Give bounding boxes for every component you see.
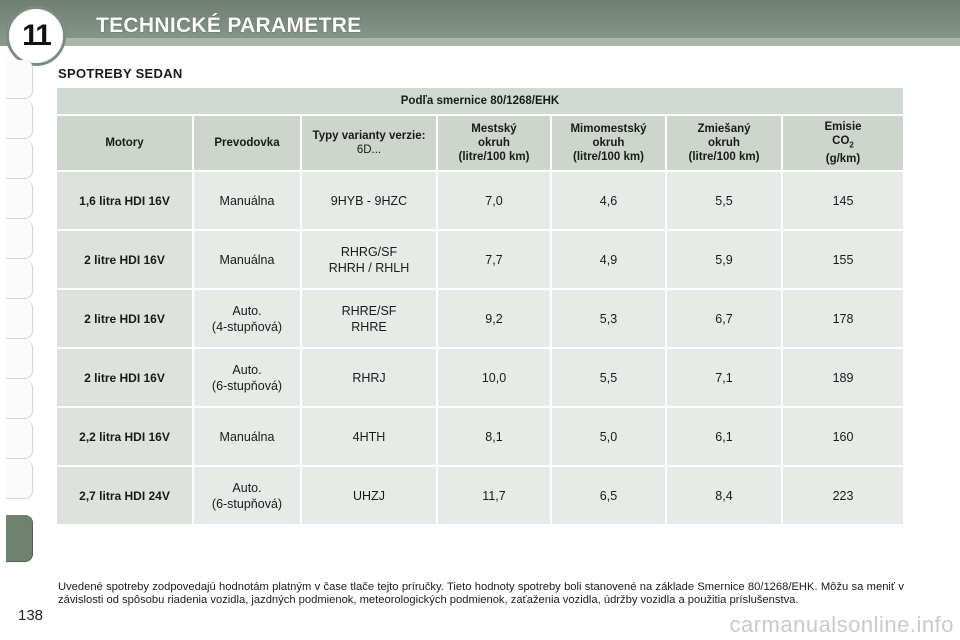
zmiesany-cell <box>667 231 781 288</box>
chapter-tab[interactable] <box>6 420 33 459</box>
header-prevodovka: Prevodovka <box>194 116 300 170</box>
mimomestsky-cell <box>552 172 665 229</box>
header-zmiesany <box>667 116 781 170</box>
header-line: okruh <box>708 137 740 149</box>
cell-text: RHRE <box>351 319 387 334</box>
typy-cell <box>302 231 436 288</box>
chapter-tab[interactable] <box>6 220 33 259</box>
motor-cell <box>57 408 192 465</box>
chapter-tab[interactable] <box>6 260 33 299</box>
mimomestsky-cell <box>552 408 665 465</box>
cell-text: RHRH / RHLH <box>328 260 410 275</box>
mestsky-cell <box>438 467 550 524</box>
header-line: Mestský <box>471 123 517 135</box>
footnote: Uvedené spotreby zodpovedajú hodnotám platným v čase tlače tejto príručky. Tieto hodnoty spotreby boli stanovené na základe Smernice 80/1268/EHK. Môžu sa meniť v závislosti od spôsobu riadenia vozidla, jazdných podmienok, meteorologických podmienok, zaťaženia vozidla, údržby vozidla a použitia príslušenstva. <box>58 581 904 606</box>
chapter-badge <box>6 6 66 66</box>
chapter-number: 11 <box>22 19 50 52</box>
prevodovka-cell <box>194 408 300 465</box>
cell-text: 10,0 <box>481 370 507 385</box>
cell-text: UHZJ <box>353 488 385 503</box>
emisie-cell <box>783 467 903 524</box>
prevodovka-cell <box>194 467 300 524</box>
cell-text: 2 litre HDI 16V <box>84 311 165 326</box>
cell-text: 2 litre HDI 16V <box>84 252 165 267</box>
typy-cell <box>302 408 436 465</box>
cell-text: Auto. <box>232 480 262 495</box>
header-line: Mimomestský <box>570 123 647 135</box>
mestsky-cell <box>438 349 550 406</box>
prevodovka-cell <box>194 231 300 288</box>
header-line: okruh <box>478 137 510 149</box>
zmiesany-cell <box>667 467 781 524</box>
header-line: Zmiešaný <box>697 123 751 135</box>
table-header-row <box>57 116 903 170</box>
cell-text: Manuálna <box>219 429 275 444</box>
motor-cell <box>57 231 192 288</box>
emisie-cell <box>783 349 903 406</box>
chapter-tab[interactable] <box>6 340 33 379</box>
prevodovka-cell <box>194 172 300 229</box>
section-title: SPOTREBY SEDAN <box>58 66 183 81</box>
header-line: (litre/100 km) <box>688 151 760 163</box>
motor-cell <box>57 172 192 229</box>
table-caption: Podľa smernice 80/1268/EHK <box>57 88 903 114</box>
cell-text: (6-stupňová) <box>211 378 283 393</box>
cell-text: 7,1 <box>715 370 733 385</box>
cell-text: Auto. <box>232 303 262 318</box>
chapter-tab[interactable] <box>6 180 33 219</box>
cell-text: RHRJ <box>352 370 386 385</box>
motor-cell <box>57 467 192 524</box>
header-mimomestsky <box>552 116 665 170</box>
typy-cell <box>302 290 436 347</box>
mestsky-cell <box>438 172 550 229</box>
cell-text: 5,9 <box>715 252 733 267</box>
cell-text: 2,2 litra HDI 16V <box>79 429 170 444</box>
header-line: (litre/100 km) <box>573 151 644 163</box>
cell-text: 8,4 <box>715 488 733 503</box>
emisie-cell <box>783 231 903 288</box>
zmiesany-cell <box>667 172 781 229</box>
mimomestsky-cell <box>552 290 665 347</box>
emisie-cell <box>783 290 903 347</box>
watermark: carmanualsonline.info <box>729 612 954 637</box>
header-typy-bold: Typy varianty verzie: <box>312 130 426 142</box>
cell-text: 5,5 <box>715 193 733 208</box>
cell-text: 5,5 <box>599 370 618 385</box>
cell-text: RHRG/SF <box>340 244 398 259</box>
cell-text: Auto. <box>232 362 262 377</box>
page-title: TECHNICKÉ PARAMETRE <box>96 14 362 37</box>
cell-text: 145 <box>832 193 854 208</box>
table-row <box>57 467 903 524</box>
header-motory: Motory <box>57 116 192 170</box>
chapter-tab[interactable] <box>6 300 33 339</box>
header-emisie <box>783 116 903 170</box>
header-typy-light: 6D... <box>356 144 382 156</box>
cell-text: (4-stupňová) <box>211 319 283 334</box>
co-label: CO <box>832 134 850 147</box>
zmiesany-cell <box>667 349 781 406</box>
header-line: (g/km) <box>825 153 861 166</box>
emisie-cell <box>783 172 903 229</box>
consumption-table <box>57 88 903 526</box>
cell-text: 5,0 <box>599 429 618 444</box>
chapter-tab[interactable] <box>6 460 33 499</box>
cell-text: 11,7 <box>482 488 506 503</box>
cell-text: 189 <box>832 370 854 385</box>
motor-cell <box>57 290 192 347</box>
mestsky-cell <box>438 290 550 347</box>
chapter-tab[interactable] <box>6 60 33 99</box>
cell-text: 9HYB - 9HZC <box>330 193 408 208</box>
co-subscript: 2 <box>849 140 854 150</box>
chapter-tab-active[interactable] <box>6 515 33 562</box>
zmiesany-cell <box>667 290 781 347</box>
zmiesany-cell <box>667 408 781 465</box>
cell-text: 7,7 <box>485 252 503 267</box>
cell-text: 9,2 <box>485 311 503 326</box>
table-row <box>57 231 903 288</box>
table-row <box>57 408 903 465</box>
table-row <box>57 172 903 229</box>
header-line <box>824 134 861 152</box>
mestsky-cell <box>438 231 550 288</box>
page-number: 138 <box>18 607 44 624</box>
motor-cell <box>57 349 192 406</box>
header-typy <box>302 116 436 170</box>
cell-text: 223 <box>832 488 854 503</box>
cell-text: 7,0 <box>485 193 503 208</box>
table-row <box>57 290 903 347</box>
mimomestsky-cell <box>552 467 665 524</box>
prevodovka-cell <box>194 290 300 347</box>
prevodovka-cell <box>194 349 300 406</box>
cell-text: 5,3 <box>599 311 618 326</box>
cell-text: 178 <box>832 311 854 326</box>
chapter-tab[interactable] <box>6 380 33 419</box>
typy-cell <box>302 467 436 524</box>
header-line: (litre/100 km) <box>458 151 530 163</box>
typy-cell <box>302 349 436 406</box>
cell-text: 4HTH <box>352 429 386 444</box>
chapter-tab[interactable] <box>6 140 33 179</box>
cell-text: 6,7 <box>715 311 733 326</box>
header-line: okruh <box>592 137 625 149</box>
cell-text: RHRE/SF <box>341 303 397 318</box>
cell-text: Manuálna <box>219 193 275 208</box>
header-line: Emisie <box>824 120 862 133</box>
cell-text: 2 litre HDI 16V <box>84 370 165 385</box>
typy-cell <box>302 172 436 229</box>
cell-text: Manuálna <box>219 252 275 267</box>
cell-text: 8,1 <box>485 429 503 444</box>
cell-text: 1,6 litra HDI 16V <box>79 193 170 208</box>
cell-text: 6,5 <box>599 488 618 503</box>
header-mestsky <box>438 116 550 170</box>
chapter-tabs <box>0 60 34 580</box>
chapter-tab[interactable] <box>6 100 33 139</box>
cell-text: 6,1 <box>715 429 733 444</box>
cell-text: 4,6 <box>599 193 618 208</box>
mestsky-cell <box>438 408 550 465</box>
cell-text: 155 <box>832 252 854 267</box>
mimomestsky-cell <box>552 231 665 288</box>
cell-text: 160 <box>832 429 854 444</box>
mimomestsky-cell <box>552 349 665 406</box>
emisie-cell <box>783 408 903 465</box>
cell-text: (6-stupňová) <box>211 496 283 511</box>
cell-text: 4,9 <box>599 252 618 267</box>
cell-text: 2,7 litra HDI 24V <box>79 488 170 503</box>
table-row <box>57 349 903 406</box>
table-body <box>57 172 903 524</box>
